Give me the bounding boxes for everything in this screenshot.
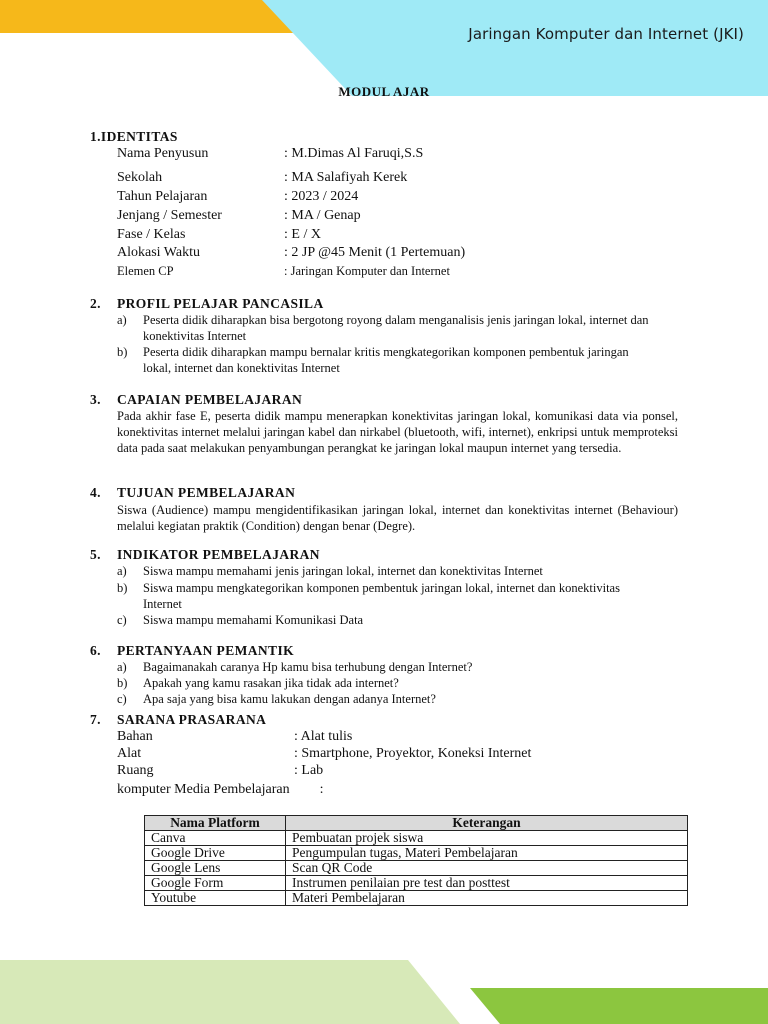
list-item: b) Siswa mampu mengkategorikan komponen pembentuk jaringan lokal, internet dan konektivitas Internet [117,581,620,611]
identitas-row: Tahun Pelajaran : 2023 / 2024 [117,189,359,204]
table-row: Google Lens Scan QR Code [145,861,688,876]
list-item: b) Peserta didik diharapkan mampu bernalar kritis mengkategorikan komponen pembentuk jaringan lokal, internet dan konektivitas Internet [117,345,629,375]
section-indikator-heading: 5. INDIKATOR PEMBELAJARAN [90,547,320,562]
list-item: a) Siswa mampu memahami jenis jaringan lokal, internet dan konektivitas Internet [117,564,543,578]
identitas-row: Sekolah : MA Salafiyah Kerek [117,170,408,185]
header-title: Jaringan Komputer dan Internet (JKI) [468,25,744,43]
list-item: c) Apa saja yang bisa kamu lakukan dengan adanya Internet? [117,692,436,706]
identitas-row: Nama Penyusun : M.Dimas Al Faruqi,S.S [117,146,424,161]
section-pertanyaan-heading: 6. PERTANYAAN PEMANTIK [90,643,295,658]
sarana-row: Bahan : Alat tulis [117,729,353,744]
capaian-text: Pada akhir fase E, peserta didik mampu menerapkan konektivitas jaringan lokal, komunikasi data via ponsel, konektivitas internet melalui jaringan kabel dan nirkabel (bluetooth, wifi, internet), enkripsi untuk memproteksi data pada saat melakukan penyambungan perangkat ke jaringan lokal maupun internet yang tersedia. [117,409,678,455]
section-capaian-heading: 3. CAPAIAN PEMBELAJARAN [90,392,303,407]
list-item: b) Apakah yang kamu rasakan jika tidak ada internet? [117,676,399,690]
list-item: a) Bagaimanakah caranya Hp kamu bisa terhubung dengan Internet? [117,660,473,674]
sarana-row: Alat : Smartphone, Proyektor, Koneksi Internet [117,746,532,761]
table-row: Google Form Instrumen penilaian pre test dan posttest [145,876,688,891]
platform-table [144,815,688,906]
table-row: Canva Pembuatan projek siswa [145,831,688,846]
section-identitas-heading: 1.IDENTITAS [90,129,178,144]
list-item: c) Siswa mampu memahami Komunikasi Data [117,613,364,627]
list-item: a) Peserta didik diharapkan bisa bergotong royong dalam menganalisis jenis jaringan lokal, internet dan konektivitas Internet [117,313,649,343]
section-sarana-heading: 7. SARANA PRASARANA [90,712,267,727]
identitas-row: Alokasi Waktu : 2 JP @45 Menit (1 Pertemuan) [117,245,466,260]
section-profil-heading: 2. PROFIL PELAJAR PANCASILA [90,296,324,311]
footer-banner [0,958,768,1024]
sarana-row: Ruang : Lab [117,763,324,778]
table-row: Google Drive Pengumpulan tugas, Materi Pembelajaran [145,846,688,861]
column-header: Nama Platform [145,816,286,831]
identitas-row: Jenjang / Semester : MA / Genap [117,208,361,223]
footer-decoration [0,958,768,1024]
table-row: Youtube Materi Pembelajaran [145,891,688,906]
identitas-row: Elemen CP : Jaringan Komputer dan Internet [117,264,450,278]
document-title: MODUL AJAR [338,84,430,99]
section-tujuan-heading: 4. TUJUAN PEMBELAJARAN [90,485,296,500]
media-pembelajaran-label: komputer Media Pembelajaran : [117,782,324,797]
column-header: Keterangan [286,816,688,831]
table-header-row [145,816,688,831]
identitas-row: Fase / Kelas : E / X [117,227,321,242]
tujuan-text: Siswa (Audience) mampu mengidentifikasikan jaringan lokal, internet dan konektivitas internet (Behaviour) melalui kegiatan praktik (Condition) dengan benar (Degre). [117,503,678,533]
